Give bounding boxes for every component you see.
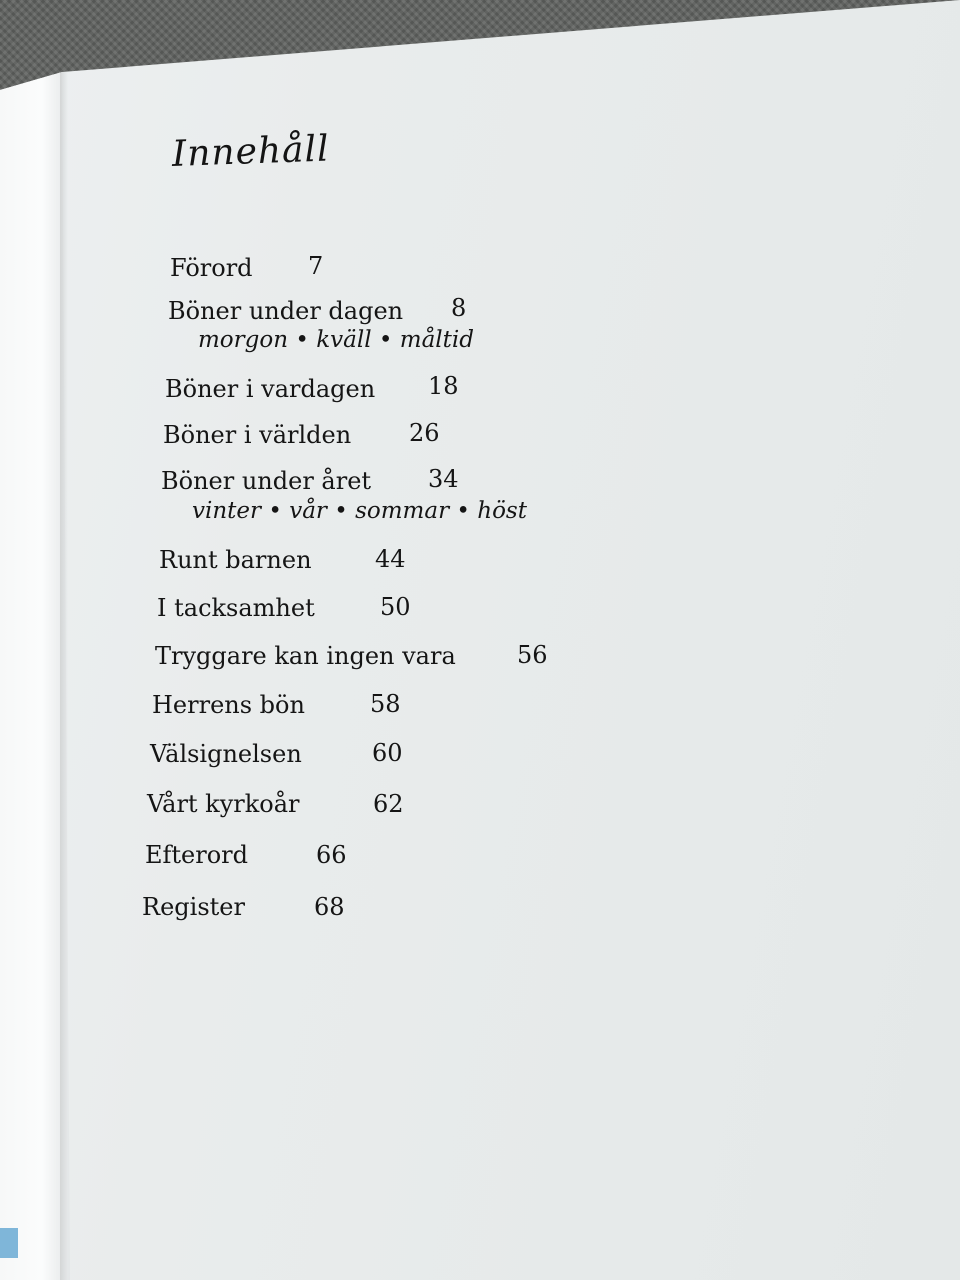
- blue-corner: [0, 1228, 18, 1258]
- entry-page: 58: [370, 690, 401, 718]
- toc-title: Innehåll: [171, 128, 331, 175]
- entry-page: 8: [451, 294, 467, 322]
- entry-subtitle: morgon • kväll • måltid: [198, 327, 474, 353]
- entry-label: Vårt kyrkoår: [147, 790, 300, 818]
- entry-label: Tryggare kan ingen vara: [155, 642, 456, 670]
- entry-label: Välsignelsen: [150, 740, 302, 768]
- entry-label: Böner under dagen: [168, 297, 404, 325]
- entry-label: Böner under året: [161, 467, 372, 495]
- page-edge-shadow: [60, 72, 68, 1280]
- entry-label: Förord: [170, 254, 253, 282]
- entry-page: 7: [308, 252, 324, 280]
- entry-page: 18: [428, 372, 459, 400]
- entry-label: Böner i världen: [163, 421, 352, 449]
- entry-page: 66: [316, 841, 347, 869]
- entry-label: Efterord: [145, 841, 249, 869]
- entry-page: 26: [409, 419, 440, 447]
- entry-label: Register: [142, 893, 245, 921]
- entry-label: Böner i vardagen: [165, 375, 376, 403]
- entry-page: 44: [375, 545, 406, 573]
- entry-page: 62: [373, 790, 404, 818]
- entry-label: Herrens bön: [152, 691, 305, 719]
- entry-page: 68: [314, 893, 345, 921]
- entry-page: 34: [428, 465, 459, 493]
- entry-page: 50: [380, 593, 411, 621]
- entry-label: Runt barnen: [159, 546, 312, 574]
- entry-page: 60: [372, 739, 403, 767]
- entry-page: 56: [517, 641, 548, 669]
- entry-label: I tacksamhet: [157, 594, 315, 622]
- entry-subtitle: vinter • vår • sommar • höst: [192, 498, 527, 524]
